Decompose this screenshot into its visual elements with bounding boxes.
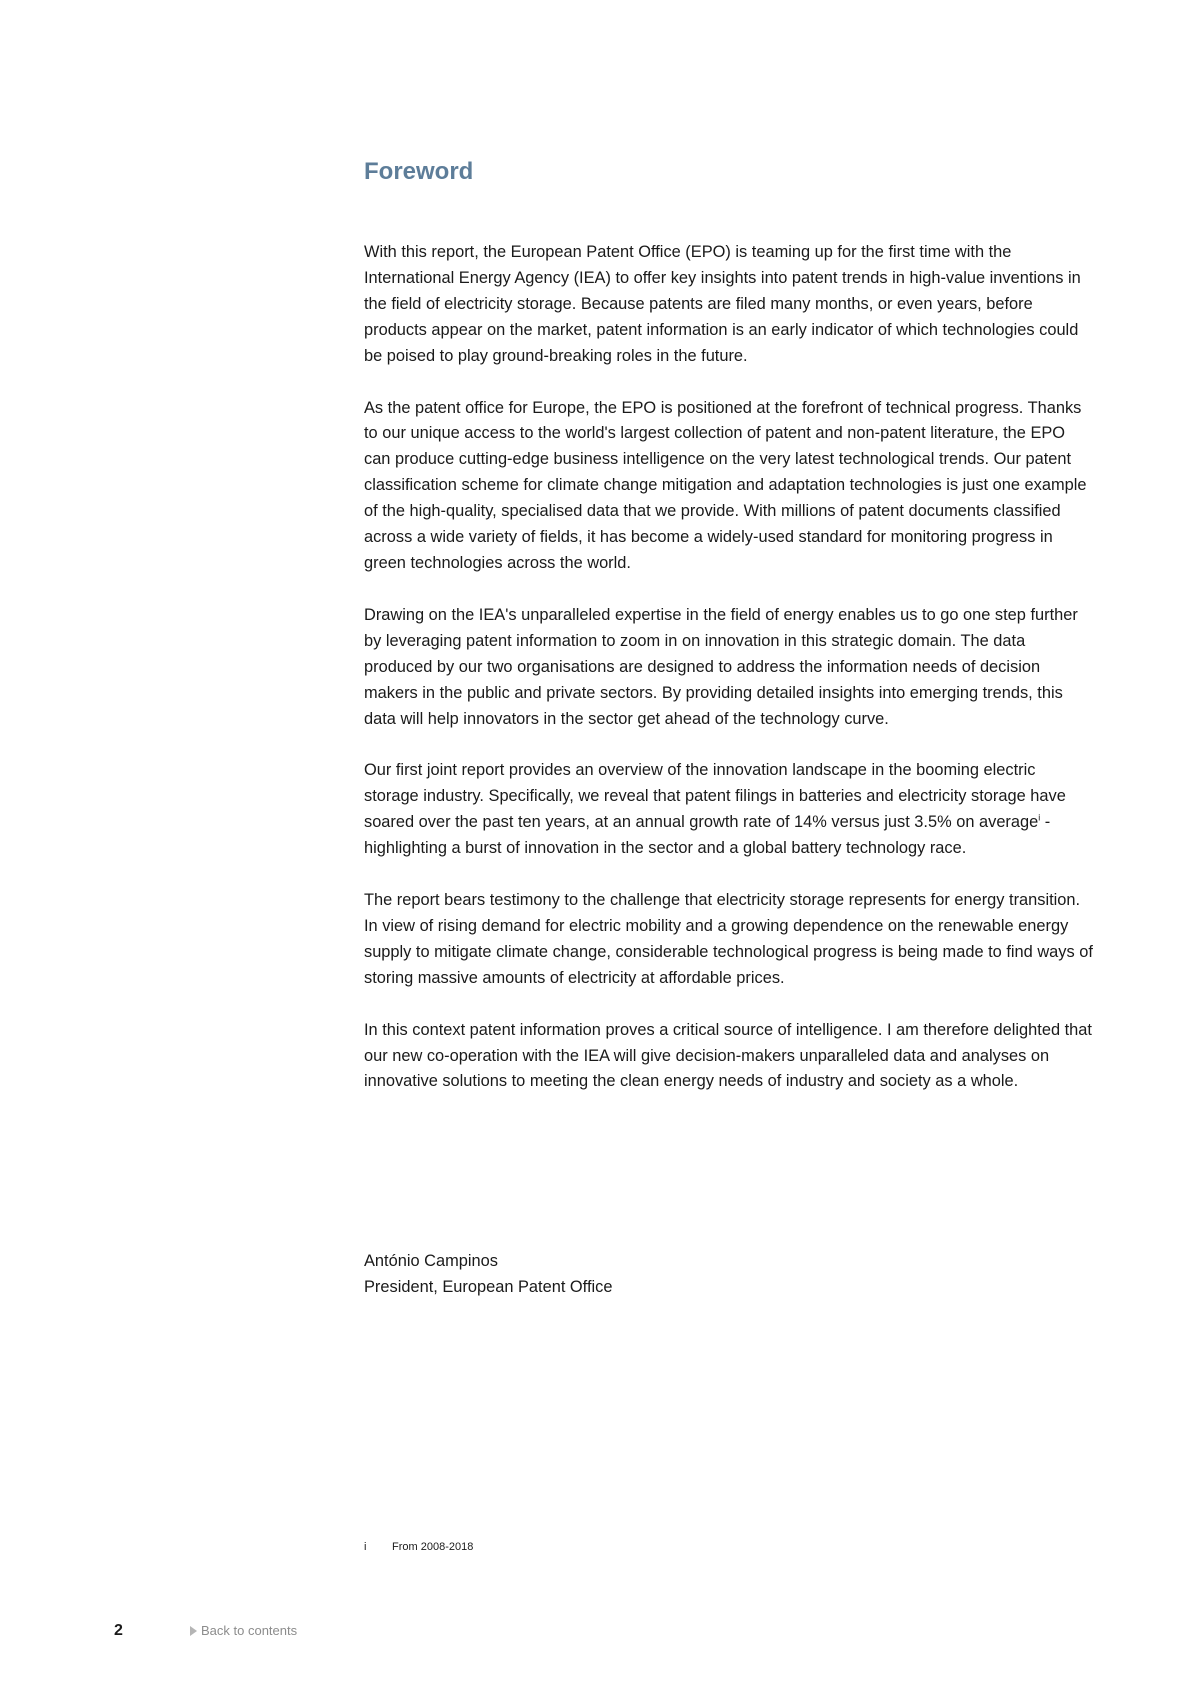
signatory-name: António Campinos	[364, 1252, 498, 1270]
signatory-role: President, European Patent Office	[364, 1277, 613, 1296]
paragraph: The report bears testimony to the challenge that electricity storage represents for energy transition. In view of rising demand for electric mobility and a growing dependence on the renewable energy supply to mitigate climate change, considerable technological progress is being made to find ways of storing massive amounts of electricity at affordable prices.	[364, 891, 1093, 987]
foreword-body	[364, 240, 1094, 1121]
footnote-marker: i	[364, 1541, 367, 1553]
footnote-reference: i	[1038, 812, 1041, 823]
footnote	[364, 1540, 473, 1554]
paragraph-text: Our first joint report provides an overview of the innovation landscape in the booming electric storage industry. Specifically, we reveal that patent filings in batteries and electricity storage have soared over the past ten years, at an annual growth rate of 14% versus just 3.5% on average	[364, 761, 1066, 832]
paragraph: Drawing on the IEA's unparalleled expertise in the field of energy enables us to go one step further by leveraging patent information to zoom in on innovation in this strategic domain. The data produced by our two organisations are designed to address the information needs of decision makers in the public and private sectors. By providing detailed insights into emerging trends, this data will help innovators in the sector get ahead of the technology curve.	[364, 605, 1078, 728]
page-number: 2	[114, 1622, 123, 1639]
back-to-contents-label: Back to contents	[201, 1623, 298, 1638]
footnote-text: From 2008-2018	[392, 1541, 474, 1553]
back-to-contents-link[interactable]	[190, 1623, 297, 1638]
paragraph-with-footnote	[364, 758, 1094, 862]
signature-block	[364, 1249, 612, 1301]
triangle-right-icon	[190, 1626, 197, 1636]
paragraph: In this context patent information proves a critical source of intelligence. I am therefore delighted that our new co-operation with the IEA will give decision-makers unparalleled data and analyses on innovative solutions to meeting the clean energy needs of industry and society as a whole.	[364, 1020, 1092, 1091]
paragraph: With this report, the European Patent Office (EPO) is teaming up for the first time with the International Energy Agency (IEA) to offer key insights into patent trends in high-value inventions in the field of electricity storage. Because patents are filed many months, or even years, before products appear on the market, patent information is an early indicator of which technologies could be poised to play ground-breaking roles in the future.	[364, 243, 1081, 365]
paragraph: As the patent office for Europe, the EPO is positioned at the forefront of technical progress. Thanks to our unique access to the world's largest collection of patent and non-patent literature, the EPO can produce cutting-edge business intelligence on the very latest technological trends. Our patent classification scheme for climate change mitigation and adaptation technologies is just one example of the high-quality, specialised data that we provide. With millions of patent documents classified across a wide variety of fields, it has become a widely-used standard for monitoring progress in green technologies across the world.	[364, 398, 1087, 572]
page-title: Foreword	[364, 158, 474, 185]
paragraph-text: - highlighting a burst of innovation in the sector and a global battery technology race.	[364, 813, 1051, 858]
